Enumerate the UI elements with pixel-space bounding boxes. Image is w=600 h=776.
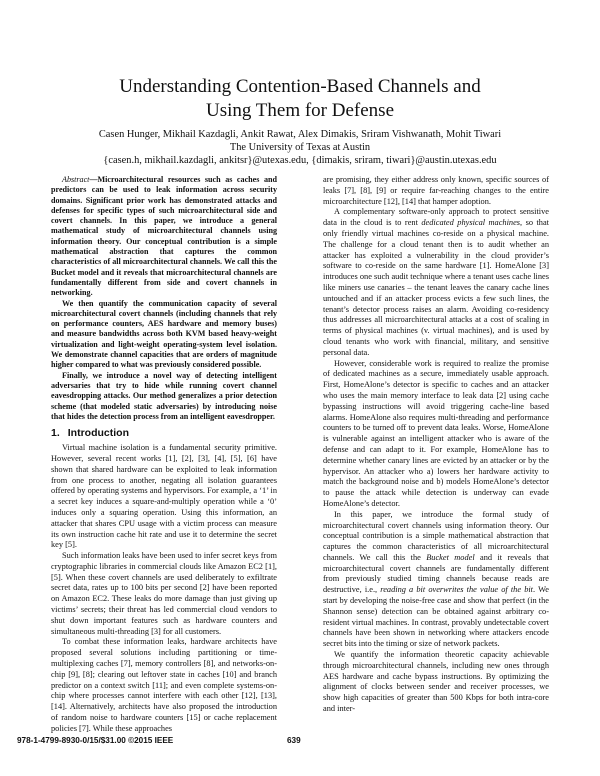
- abstract-paragraph-3: Finally, we introduce a novel way of detecting intelligent adversaries that try to hide while running covert channel eavesdropping attacks. Our method generalizes a prior detection scheme (that modeled static adversaries) by introducing noise that hides the detection process from an intelligent eavesdropper.: [51, 370, 277, 421]
- left-column: [51, 175, 277, 735]
- abstract-paragraph-1: Abstract—Microarchitectural resources such as caches and predictors can be used to leak information across security domains. Significant prior work has demonstrated attacks and defenses for specific types of such microarchitectural side and covert channels. In this paper, we introduce a general mathematical study of microarchitectural channels using information theory. Our conceptual contribution is a simple mathematical abstraction that captures the common characteristics of all microarchitectural channels. We call this the Bucket model and it reveals that microarchitectural channels are fundamentally different from side and covert channels in networking.: [51, 175, 277, 298]
- right-column: [323, 175, 549, 715]
- title-line-1: Understanding Contention-Based Channels and: [119, 76, 481, 97]
- section-number: 1.: [51, 427, 60, 440]
- body-paragraph: Such information leaks have been used to infer secret keys from cryptographic libraries in commercial clouds like Amazon EC2 [1], [5]. When these covert channels are used deliberately to exfiltrate secret data, rates up to 100 bits per second [2] have been reported on Amazon EC2. These leaks do more damage than just giving up victims’ secrets; their threat has led commercial cloud vendors to shut down important features such as hardware counters and simultaneous multi-threading [3] for all customers.: [51, 551, 277, 636]
- body-paragraph: In this paper, we introduce the formal study of microarchitectural covert channels using information theory. Our conceptual contribution is a simple mathematical abstraction that captures the common characteristics of all microarchitectural channels. We call this the Bucket model and it reveals that microarchitectural covert channels are fundamentally different from previously studied timing channels because reads are destructive, i.e., reading a bit overwrites the value of the bit. We start by developing the noise-free case and show that perfect (in the Shannon sense) detection can be obtained against arbitrary co-resident virtual machines. In contrast, provably undetectable covert channels have been shown in networking where attackers encode secret bits into the timing or size of network packets.: [323, 509, 550, 649]
- footer-isbn: 978-1-4799-8930-0/15/$31.00 ©2015 IEEE: [17, 736, 174, 745]
- author-names: Casen Hunger, Mikhail Kazdagli, Ankit Rawat, Alex Dimakis, Sriram Vishwanath, Mohit Tiwari: [98, 129, 502, 140]
- page-number: 639: [287, 736, 301, 745]
- body-paragraph: are promising, they either address only known, specific sources of leaks [7], [8], [9] or require far-reaching changes to the entire microarchitecture [12], [14] that hamper adoption.: [323, 175, 549, 206]
- body-paragraph: Virtual machine isolation is a fundamental security primitive. However, several recent works [1], [2], [3], [4], [5], [6] have shown that shared hardware can be exploited to leak information from one process to another, negating all isolation guarantees offered by operating systems and hypervisors. For example, a ‘1’ in a secret key induces a square-and-multiply operation while a ‘0’ induces only a squaring operation. Using this information, an attacker that shares CPU usage with a victim process can measure its own instruction cache hit rate and use it to determine the secret key [5].: [51, 443, 277, 550]
- body-paragraph: We quantify the information theoretic capacity achievable through microarchitectural channels, including new ones through AES hardware and cache bypass instructions. By optimizing the alignment of clocks between sender and receiver processes, we show high capacities of greater than 500 Kbps for both intra-core and inter-: [323, 650, 549, 714]
- title-line-2: Using Them for Defense: [205, 100, 394, 121]
- body-paragraph: A complementary software-only approach to protect sensitive data in the cloud is to rent dedicated physical machines, so that only friendly virtual machines co-reside on a physical machine. The challenge for a cloud tenant then is to audit whether an attacker has exploited a vulnerability in the cloud provider’s software to co-reside on the same hardware [1]. HomeAlone [3] introduces one such audit technique where a tenant uses cache lines like miners use canaries – the tenant leaves the canary cache lines untouched and if an attacker process evicts a few such lines, the tenant’s detector process raises an alarm. Avoiding co-residency thus addresses all microarchitectural attacks at a cost of scaling in terms of physical machines (v. virtual machines), and is used by cloud tenants who work with financial, military, and sensitive personal data.: [323, 207, 549, 357]
- body-paragraph: To combat these information leaks, hardware architects have proposed several solutions including partitioning or time-multiplexing caches [7], memory controllers [8], and networks-on-chip [9], [8]; clearing out leftover state in caches [10] and branch predictor on a context switch [11]; and even complete systems-on-chip where processes cannot interfere with each other [12], [13], [14]. Alternatively, architects have also proposed the introduction of random noise to hardware counters [15] or cache replacement policies [7]. While these approaches: [51, 637, 277, 733]
- body-paragraph: However, considerable work is required to realize the promise of dedicated machines as a secure, immediately usable approach. First, HomeAlone’s detector is specific to caches and an attacker who uses the main memory interface to leak data [2] using cache bypassing instructions will avoid triggering cache-line based alarms. HomeAlone also requires multi-threading and performance counters to be turned off to prevent data leaks. Worse, HomeAlone is vulnerable against an intelligent attacker who is aware of the defense and can adapt to it. For example, HomeAlone has to determine whether canary lines are evicted by an attacker or by the hypervisor. An attacker who a) lowers her hardware activity to match the background noise and b) models HomeAlone’s detector to pause the attack while detection is underway can evade HomeAlone’s detector.: [323, 358, 549, 508]
- affiliation: The University of Texas at Austin: [229, 142, 371, 153]
- abstract-label: Abstract: [62, 175, 90, 184]
- abstract-paragraph-2: We then quantify the communication capacity of several microarchitectural covert channels (including channels that rely on performance counters, AES hardware and memory buses) and measure bandwidths across both KVM based heavy-weight virtualization and light-weight operating-system level isolation. We demonstrate channel capacities that are orders of magnitude higher compared to what was previously considered possible.: [51, 298, 277, 370]
- abstract: [51, 175, 277, 422]
- author-emails: {casen.h, mikhail.kazdagli, ankitsr}@utexas.edu, {dimakis, sriram, tiwari}@austin.utexas.edu: [103, 155, 497, 166]
- section-heading-introduction: [51, 427, 277, 440]
- paper-title: [40, 75, 560, 123]
- author-block: [40, 128, 560, 167]
- section-title: Introduction: [67, 427, 130, 440]
